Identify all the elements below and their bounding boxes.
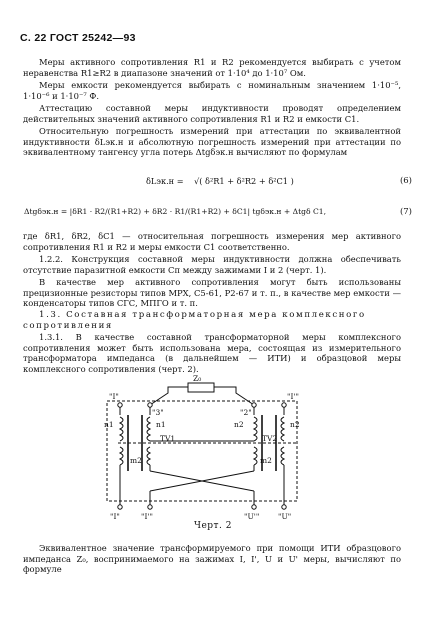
winding-label-3: n2 [234,420,244,429]
equation-7-number: (7) [399,207,412,217]
paragraph-1-2-2: 1.2.2. Конструкция составной меры индуктивности должна обеспечивать отсутствие паразитной емкости Cп между зажимами I и 2 (черт. 1). [23,254,401,275]
equation-6-number: (6) [399,176,412,186]
terminal-top-2: "3" [152,408,164,417]
winding-label-1: n1 [104,420,114,429]
terminal-bottom-4: "U" [278,512,292,520]
winding-label-2: n1 [156,420,166,429]
terminal-top-3: "2" [240,408,252,417]
paragraph-1-3-1: 1.3.1. В качестве составной трансформаторной меры комплексного сопротивления может быть использована мера, состоящая из измерительного трансформатора импеданса (в дальнейшем — ИТИ) и образцовой меры комплексного сопротивления (черт. 2). [23,332,401,374]
terminal-top-1: "I" [109,392,119,401]
paragraph-where: где δR1, δR2, δC1 — относительная погрешность измерения мер активного сопротивления R1 и R2 и меры емкости C1 соответственно. [23,231,401,252]
terminal-bottom-1: "I" [110,512,120,520]
terminal-bottom-3: "U'" [244,512,260,520]
paragraph-resistance: Меры активного сопротивления R1 и R2 рекомендуется выбирать с учетом неравенства R1≥R2 в диапазоне значений от 1·10⁴ до 1·10⁷ Ом. [23,57,401,78]
figure-caption: Черт. 2 [194,521,232,531]
paragraph-resistors: В качестве мер активного сопротивления могут быть использованы прецизионные резисторы типов МРХ, С5-61, Р2-67 и т. п., в качестве мер емкости — конденсаторы типов СГС, МПГО и т. п. [23,277,401,309]
impedance-box [188,383,214,392]
equation-7: Δtgδэк.н = |δR1 · R2/(R1+R2) + δR2 · R1/(R1+R2) + δC1| tgδэк.н + Δtgδ C1, [24,207,327,216]
page-header: С. 22 ГОСТ 25242—93 [20,32,136,44]
paragraph-equivalent: Эквивалентное значение трансформируемого при помощи ИТИ образцового импеданса Z₀, воспринимаемого на зажимах I, I', U и U' меры, вычисляют по формуле [23,543,401,575]
equation-6-lhs: δLэк.н = [146,176,184,186]
terminal-top-4: "I'" [287,392,299,401]
transformer-1-label: TV1 [160,434,176,443]
paragraph-capacitance: Меры емкости рекомендуется выбирать с номинальным значением 1·10⁻⁵, 1·10⁻⁶ и 1·10⁻⁷ Ф. [23,80,401,101]
paragraph-attestation: Аттестацию составной меры индуктивности проводят определением действительных значений активного сопротивления R1 и R2 и емкости C1. [23,103,401,124]
paragraph-error-intro: Относительную погрешность измерений при аттестации по эквивалентной индуктивности δLэк.н и абсолютную погрешность измерений при аттестации по эквивалентному тангенсу угла потерь Δtgδэк.н вычисляют по формулам [23,126,401,158]
section-heading: 1.3. Составная трансформаторная мера комплексного сопротивления [23,310,366,331]
m-label-1: m2 [130,456,142,465]
impedance-label: Z₀ [193,375,202,383]
transformer-schematic [0,375,426,520]
winding-label-4: n2 [290,420,300,429]
m-label-2: m2 [260,456,272,465]
equation-6-rhs: √( δ²R1 + δ²R2 + δ²C1 ) [194,176,294,186]
terminal-bottom-2: "I'" [141,512,153,520]
transformer-2-label: TV2 [262,434,278,443]
